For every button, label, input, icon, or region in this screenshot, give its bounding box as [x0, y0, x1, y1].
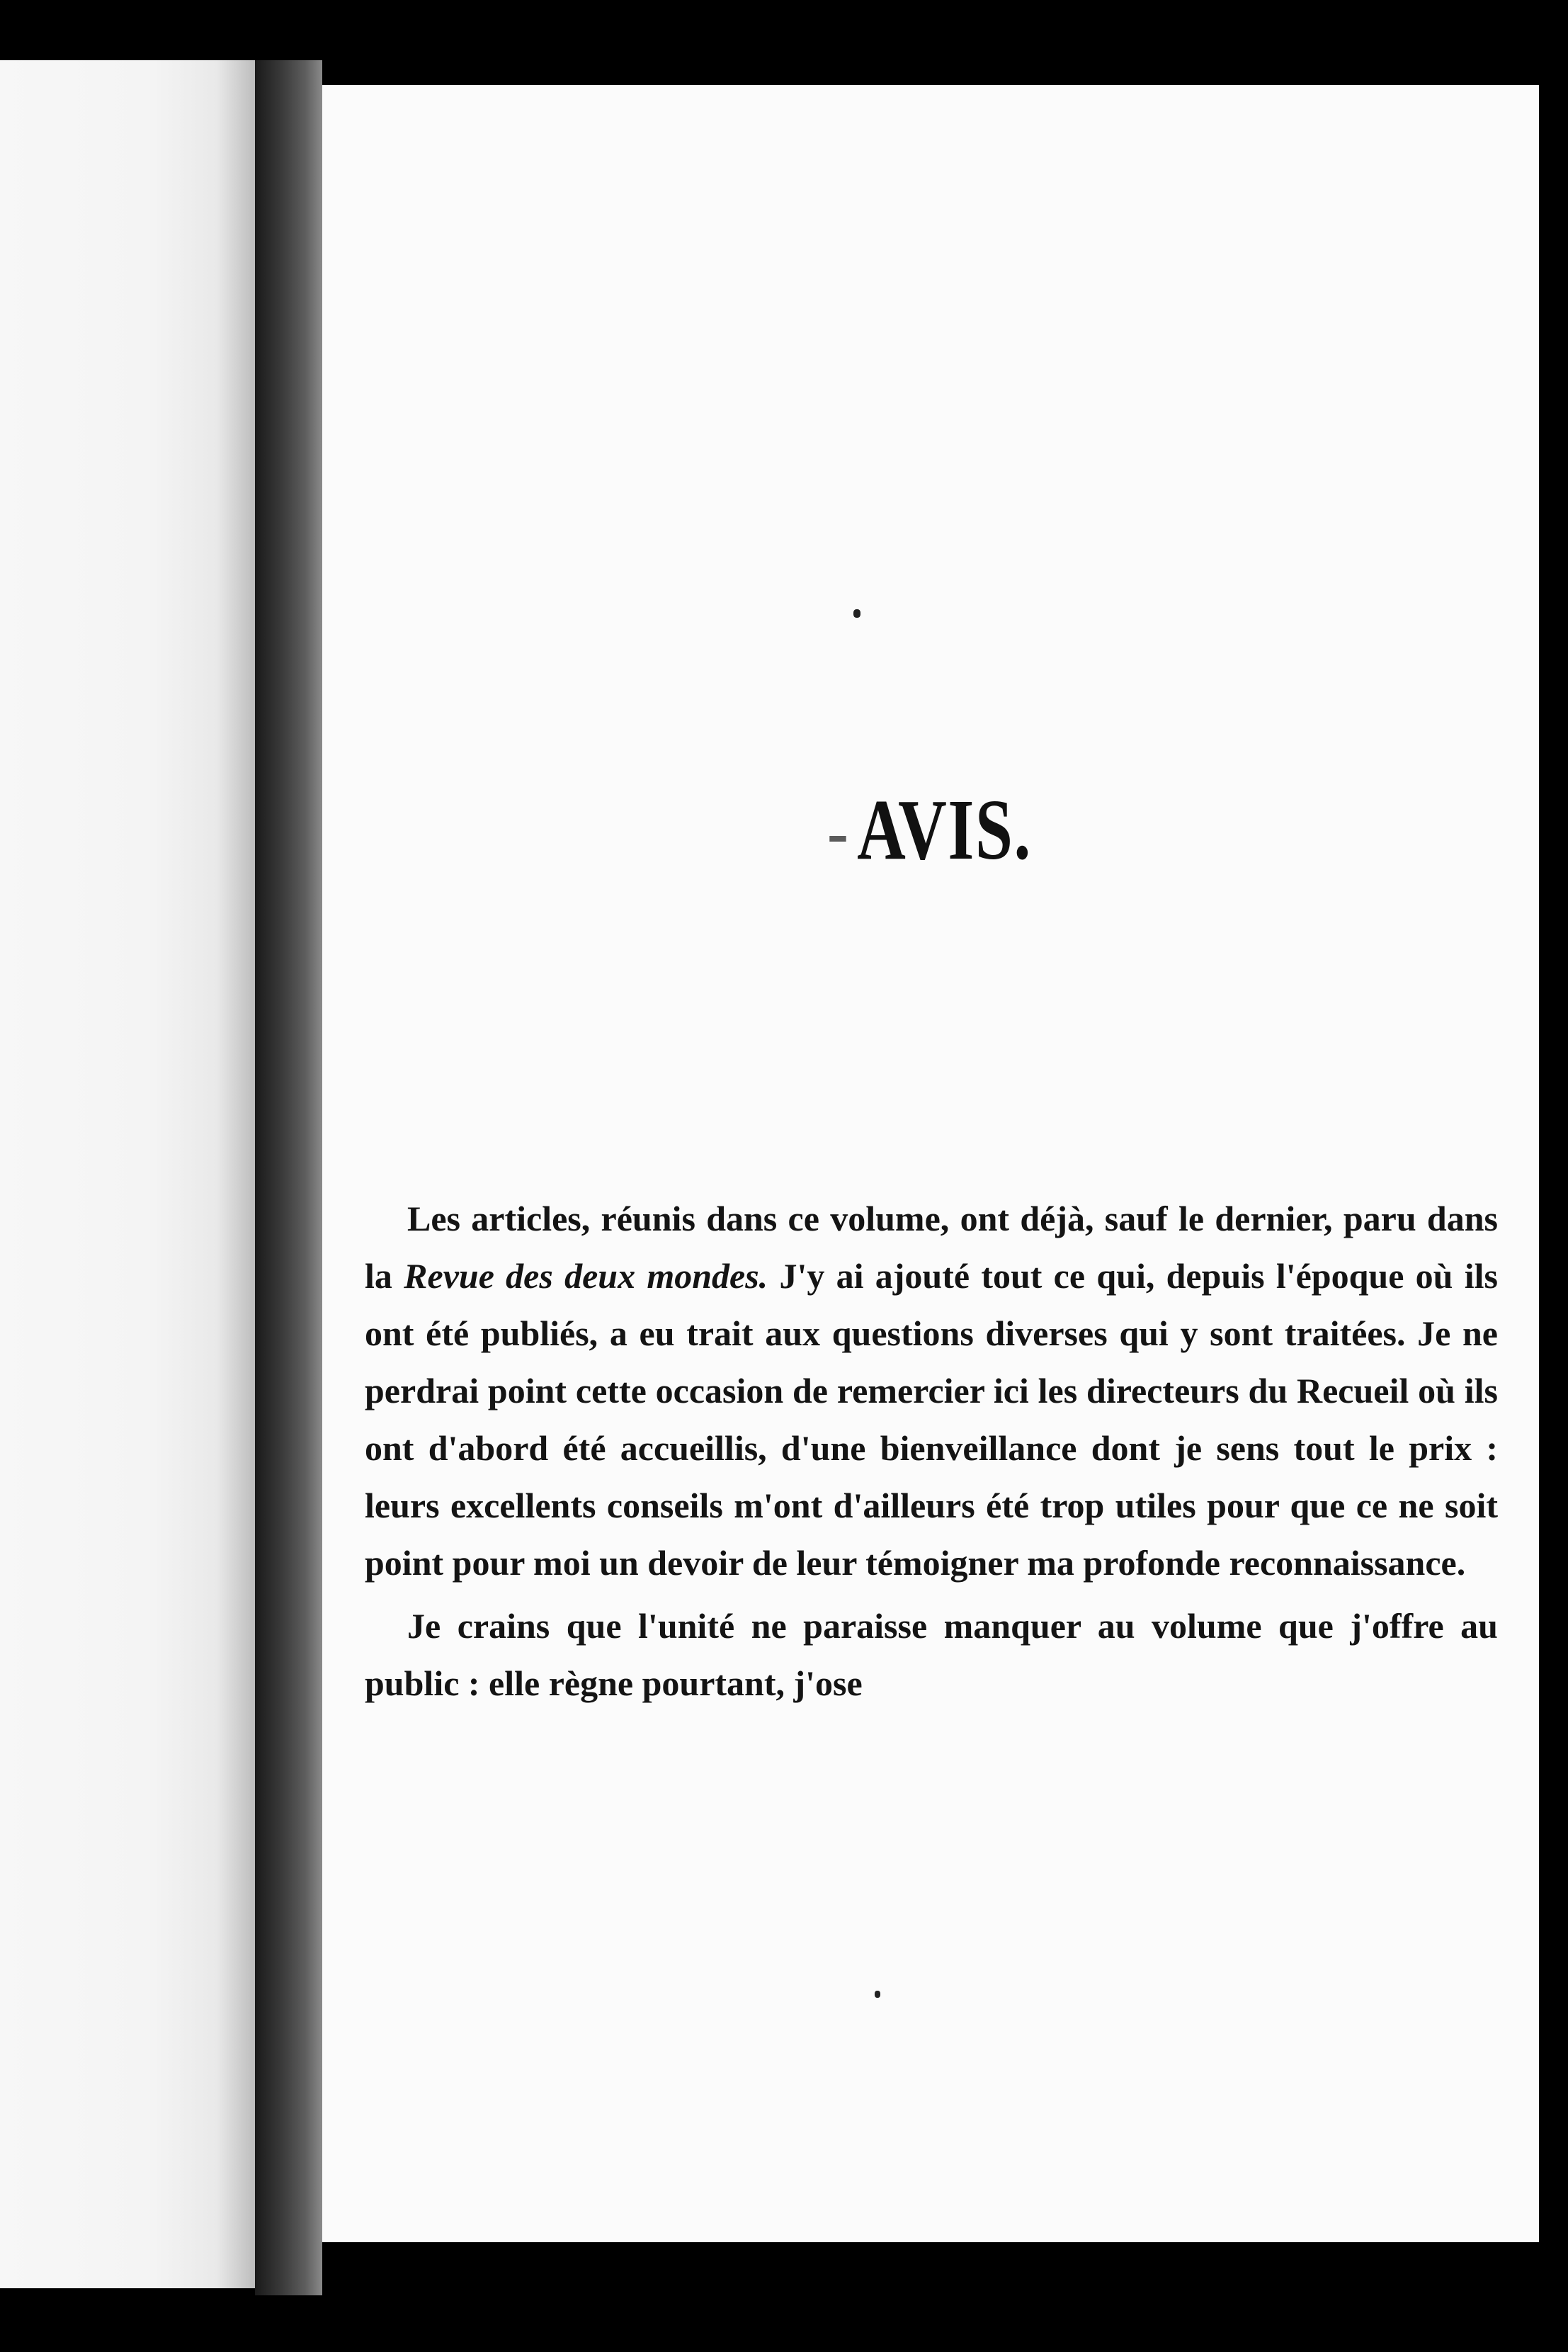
document-page: [322, 85, 1539, 2242]
scan-bottom-edge: [0, 2295, 1568, 2352]
paragraph-2: Je crains que l'unité ne paraisse manquer au volume que j'offre au public : elle règne pourtant, j'ose: [365, 1606, 1498, 1703]
facing-left-page: [0, 60, 255, 2288]
ink-speck: [853, 609, 860, 618]
paragraph-1-text-b: J'y ai ajouté tout ce qui, depuis l'époque où ils ont été publiés, a eu trait aux questions diverses qui y sont traitées. Je ne perdrai point cette occasion de remercier ici les directeurs du Recueil où ils ont d'abord été accueillis, d'une bienveillance dont je sens tout le prix : leurs excellents conseils m'ont d'ailleurs été trop utiles pour que ce ne soit point pour moi un devoir de leur témoigner ma profonde reconnaissance.: [365, 1256, 1498, 1583]
book-gutter: [255, 60, 322, 2313]
body-text: [365, 1190, 1498, 1712]
journal-title: Revue des deux mondes.: [404, 1256, 768, 1296]
page-title: AVIS.: [456, 781, 1405, 880]
paragraph-1: [365, 1190, 1498, 1592]
paragraph-1-text-a: Les articles, réunis dans ce volume, ont déjà, sauf le dernier, paru dans la: [365, 1199, 1498, 1296]
ink-speck: [875, 1991, 880, 1998]
